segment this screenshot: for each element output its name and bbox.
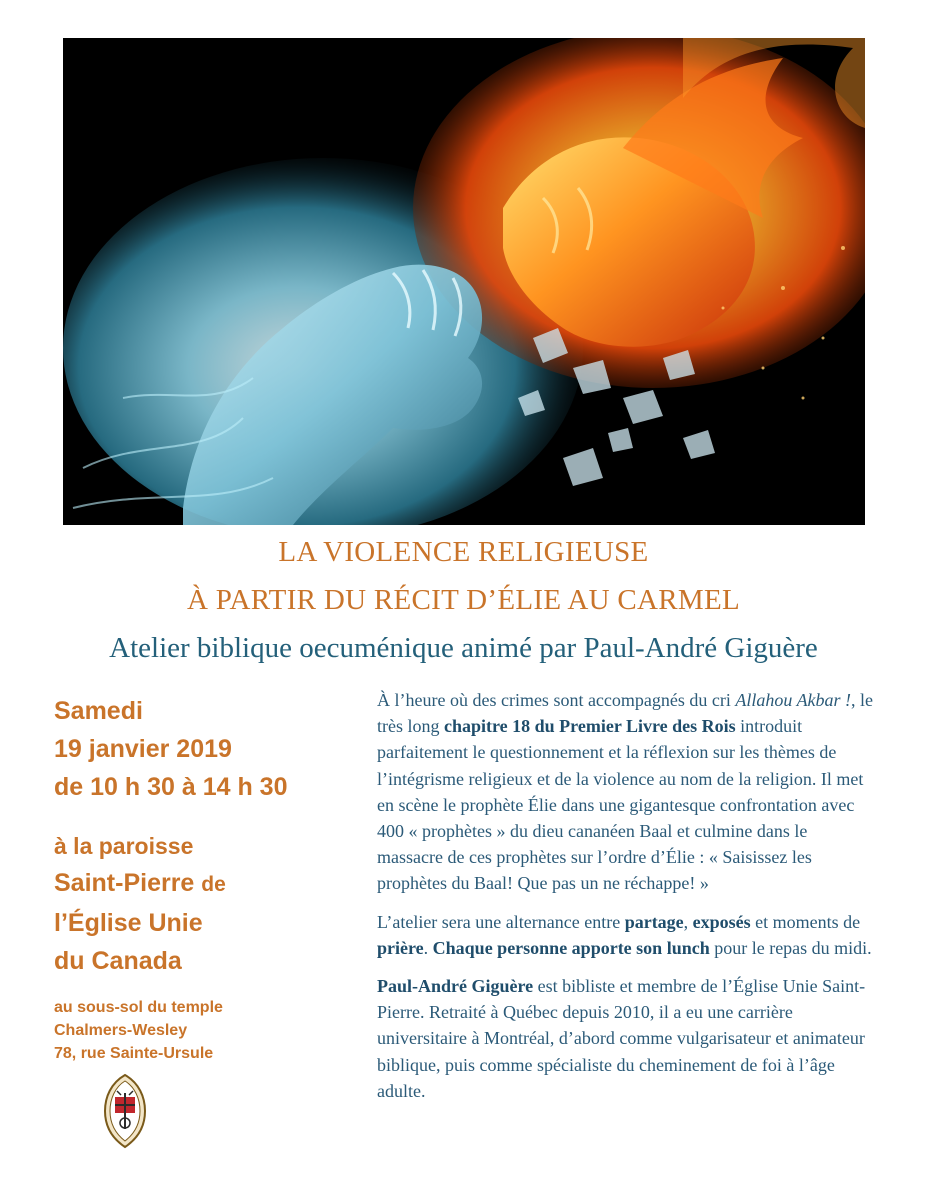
united-church-crest-icon <box>103 1073 147 1149</box>
address-line-2: Chalmers-Wesley <box>54 1022 188 1039</box>
address <box>54 996 354 1065</box>
title-line-1: LA VIOLENCE RELIGIEUSE <box>278 536 649 568</box>
paragraph-format: L’atelier sera une alternance entre partage, exposés et moments de prière. Chaque personne apporte son lunch pour le repas du midi. <box>377 911 872 958</box>
title-line-2: À PARTIR DU RÉCIT D’ÉLIE AU CARMEL <box>186 584 741 616</box>
address-line-3: 78, rue Sainte-Ursule <box>54 1045 214 1062</box>
venue-de: de <box>201 873 226 896</box>
description <box>377 687 877 1116</box>
venue-country: du Canada <box>54 947 182 975</box>
venue-church: l’Église Unie <box>54 909 203 937</box>
event-details <box>54 692 354 1065</box>
venue-name: Saint-Pierre <box>54 869 195 897</box>
venue-name-line <box>54 864 354 904</box>
hero-image <box>63 38 865 525</box>
subtitle: Atelier biblique oecuménique animé par Paul-André Giguère <box>109 632 818 664</box>
paragraph-context: À l’heure où des crimes sont accompagnés du cri Allahou Akbar !, le très long chapitre 18 du Premier Livre des Rois introduit parfaitement le questionnement et la réflexion sur les thèmes de l’intégrisme religieux et de la violence au nom de la religion. Il met en scène le prophète Élie dans une gigantesque confrontation avec 400 « prophètes » du dieu cananéen Baal et culmine dans le massacre de ces prophètes sur l’ordre d’Élie : « Saisissez les prophètes du Baal! Que pas un ne réchappe! » <box>377 690 874 894</box>
event-date: 19 janvier 2019 <box>54 735 232 763</box>
venue <box>54 828 354 980</box>
address-line-1: au sous-sol du temple <box>54 999 223 1016</box>
event-time: de 10 h 30 à 14 h 30 <box>54 773 288 801</box>
event-day: Samedi <box>54 697 143 725</box>
venue-intro: à la paroisse <box>54 833 194 859</box>
paragraph-speaker: Paul-André Giguère est bibliste et membre de l’Église Unie Saint-Pierre. Retraité à Québec depuis 2010, il a eu une carrière universitaire à Montréal, d’abord comme vulgarisateur et animateur biblique, puis comme spécialiste du cheminement de foi à l’âge adulte. <box>377 976 866 1101</box>
